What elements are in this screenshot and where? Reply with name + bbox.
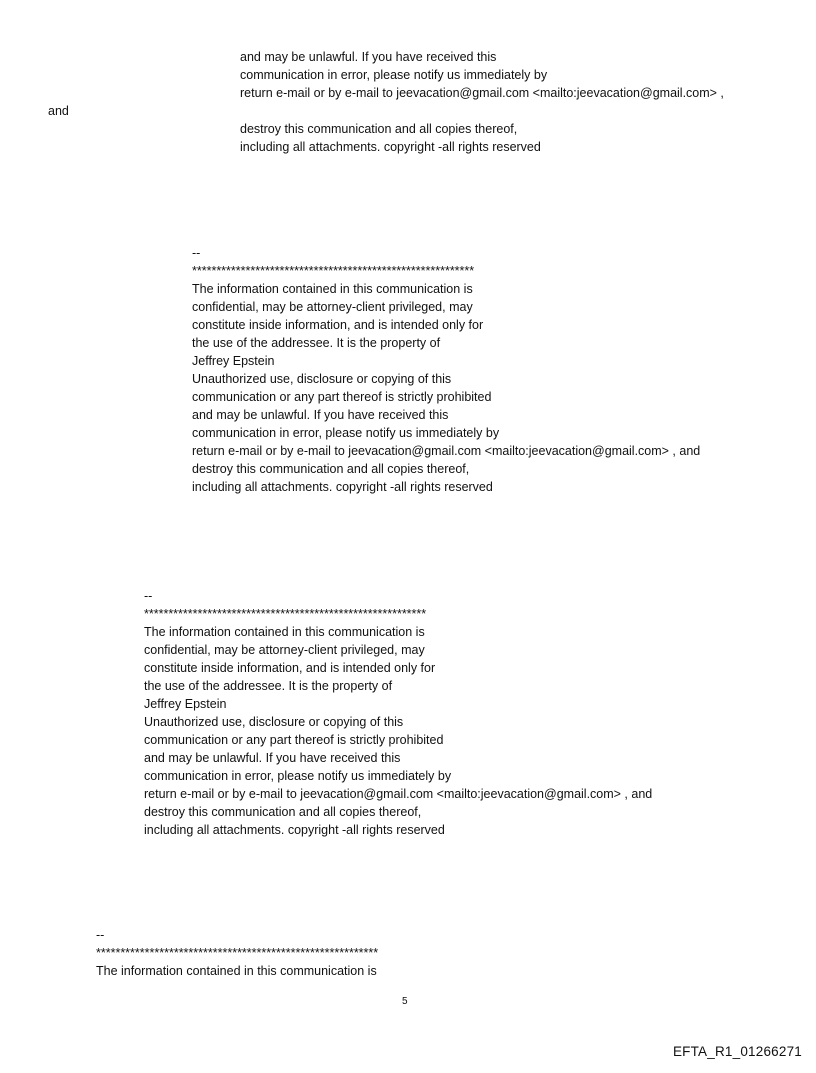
disclaimer-line: confidential, may be attorney-client privileged, may [192, 300, 473, 314]
disclaimer-line: destroy this communication and all copies thereof, [144, 805, 422, 819]
disclaimer-line: communication in error, please notify us immediately by [144, 769, 452, 783]
disclaimer-line: return e-mail or by e-mail to jeevacation@gmail.com <mailto:jeevacation@gmail.com> , [240, 86, 724, 100]
disclaimer-line: Unauthorized use, disclosure or copying of this [192, 372, 452, 386]
disclaimer-line: return e-mail or by e-mail to jeevacation@gmail.com <mailto:jeevacation@gmail.com> , and [192, 444, 701, 458]
disclaimer-line: communication or any part thereof is strictly prohibited [144, 733, 444, 747]
disclaimer-line: return e-mail or by e-mail to jeevacation@gmail.com <mailto:jeevacation@gmail.com> , and [144, 787, 653, 801]
disclaimer-line: destroy this communication and all copies thereof, [240, 122, 518, 136]
disclaimer-line: communication in error, please notify us immediately by [240, 68, 548, 82]
page-number: 5 [402, 996, 408, 1007]
disclaimer-line: including all attachments. copyright -all rights reserved [240, 140, 541, 154]
separator-stars: ********************************************************** [192, 264, 475, 278]
disclaimer-line: the use of the addressee. It is the property of [192, 336, 441, 350]
disclaimer-line: and may be unlawful. If you have received this [240, 50, 497, 64]
separator-stars: ********************************************************** [96, 946, 379, 960]
disclaimer-line: Unauthorized use, disclosure or copying of this [144, 715, 404, 729]
disclaimer-line: the use of the addressee. It is the property of [144, 679, 393, 693]
separator-dashes: -- [144, 589, 153, 603]
disclaimer-line: Jeffrey Epstein [192, 354, 275, 368]
disclaimer-line: including all attachments. copyright -all rights reserved [192, 480, 493, 494]
disclaimer-line: including all attachments. copyright -all rights reserved [144, 823, 445, 837]
separator-stars: ********************************************************** [144, 607, 427, 621]
separator-dashes: -- [192, 246, 201, 260]
disclaimer-line: communication in error, please notify us immediately by [192, 426, 500, 440]
disclaimer-line: constitute inside information, and is intended only for [192, 318, 484, 332]
wrapped-word: and [48, 104, 69, 118]
disclaimer-line: destroy this communication and all copies thereof, [192, 462, 470, 476]
disclaimer-line: The information contained in this communication is [96, 964, 377, 978]
disclaimer-line: The information contained in this communication is [192, 282, 473, 296]
disclaimer-line: Jeffrey Epstein [144, 697, 227, 711]
disclaimer-line: communication or any part thereof is strictly prohibited [192, 390, 492, 404]
disclaimer-line: The information contained in this communication is [144, 625, 425, 639]
disclaimer-line: confidential, may be attorney-client privileged, may [144, 643, 425, 657]
separator-dashes: -- [96, 928, 105, 942]
disclaimer-line: and may be unlawful. If you have received this [192, 408, 449, 422]
disclaimer-line: constitute inside information, and is intended only for [144, 661, 436, 675]
disclaimer-line: and may be unlawful. If you have received this [144, 751, 401, 765]
document-id: EFTA_R1_01266271 [672, 1044, 802, 1059]
